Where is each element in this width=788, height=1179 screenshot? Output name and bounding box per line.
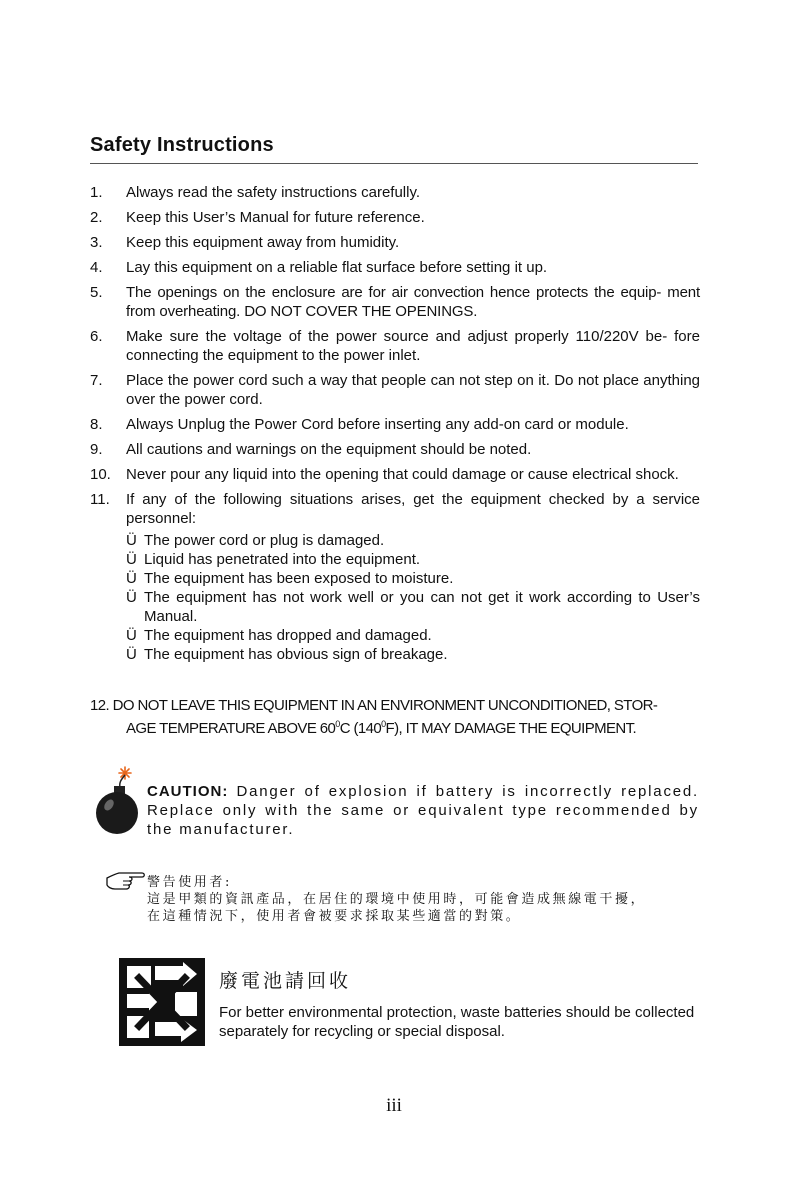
condition-sublist	[126, 531, 700, 664]
item-text: Keep this User’s Manual for future reference.	[126, 209, 425, 226]
list-item	[90, 371, 700, 409]
item-number: 5.	[90, 284, 103, 301]
item-text: Lay this equipment on a reliable flat surface before setting it up.	[126, 259, 548, 276]
bullet-mark: Ü	[126, 551, 137, 568]
caution-label: CAUTION:	[147, 783, 229, 800]
sublist-item	[126, 550, 700, 569]
item12-line1: 12. DO NOT LEAVE THIS EQUIPMENT IN AN ENVIRONMENT UNCONDITIONED, STOR-	[90, 697, 658, 714]
degree-mark: 0	[335, 719, 340, 729]
item-number: 8.	[90, 416, 103, 433]
item-number: 4.	[90, 259, 103, 276]
recycle-text: For better environmental protection, waste batteries should be collected separately for recycling or special disposal.	[219, 1004, 695, 1040]
list-item	[90, 490, 700, 528]
item-text: Always Unplug the Power Cord before inserting any add-on card or module.	[126, 416, 629, 433]
sublist-text: Liquid has penetrated into the equipment.	[144, 551, 421, 568]
item-text: The openings on the enclosure are for air convection hence protects the equip- ment from overheating. DO NOT COVER THE OPENINGS.	[126, 284, 700, 320]
sublist-text: The equipment has obvious sign of breakage.	[144, 646, 448, 663]
item-text: Keep this equipment away from humidity.	[126, 234, 400, 251]
title-divider	[90, 163, 698, 164]
item-text: If any of the following situations arises, get the equipment checked by a service personnel:	[126, 491, 700, 527]
item12-line2: AGE TEMPERATURE ABOVE $60^0C$ $(140^0F)$, IT MAY DAMAGE THE EQUIPMENT.	[126, 719, 637, 737]
list-item	[90, 415, 700, 434]
list-item	[90, 258, 700, 277]
warning-line: 這是甲類的資訊產品，在居住的環境中使用時，可能會造成無線電干擾，	[147, 892, 647, 907]
list-item	[90, 183, 700, 202]
storage-temperature-warning	[90, 696, 700, 738]
item-text: All cautions and warnings on the equipment should be noted.	[126, 441, 532, 458]
degree-mark: 0	[381, 719, 386, 729]
item-number: 3.	[90, 234, 103, 251]
caution-note	[147, 782, 699, 839]
bullet-mark: Ü	[126, 646, 137, 663]
pointing-hand-icon	[105, 869, 145, 893]
bullet-mark: Ü	[126, 589, 137, 606]
list-item	[90, 283, 700, 321]
list-item	[90, 440, 700, 459]
page-number: iii	[386, 1095, 402, 1116]
sublist-text: The equipment has been exposed to moisture.	[144, 570, 454, 587]
item-number: 2.	[90, 209, 103, 226]
bullet-mark: Ü	[126, 532, 137, 549]
item-text: Make sure the voltage of the power source and adjust properly 110/220V be- fore connecting the equipment to the power inlet.	[126, 328, 700, 364]
item-number: 9.	[90, 441, 103, 458]
sublist-item	[126, 645, 700, 664]
warning-title: 警告使用者:	[147, 875, 232, 890]
item-number: 1.	[90, 184, 103, 201]
page-title: Safety Instructions	[90, 134, 274, 156]
list-item	[90, 208, 700, 227]
emi-warning-chinese	[147, 874, 707, 925]
list-item	[90, 233, 700, 252]
sublist-item	[126, 569, 700, 588]
item-text: Always read the safety instructions carefully.	[126, 184, 421, 201]
battery-recycle-logo	[119, 958, 205, 1046]
list-item	[90, 327, 700, 365]
item-number: 11.	[90, 491, 110, 508]
warning-line: 在這種情況下，使用者會被要求採取某些適當的對策。	[147, 909, 522, 924]
sublist-text: The power cord or plug is damaged.	[144, 532, 385, 549]
safety-list	[90, 183, 700, 664]
bullet-mark: Ü	[126, 570, 137, 587]
bomb-icon	[94, 766, 140, 836]
bullet-mark: Ü	[126, 627, 137, 644]
recycle-title-chinese: 廢電池請回收	[219, 970, 352, 992]
item-number: 7.	[90, 372, 103, 389]
item-text: Never pour any liquid into the opening that could damage or cause electrical shock.	[126, 466, 679, 483]
item-number: 10.	[90, 466, 111, 483]
sublist-text: The equipment has dropped and damaged.	[144, 627, 432, 644]
caution-text: Danger of explosion if battery is incorrectly replaced. Replace only with the same or equivalent type recommended by the manufacturer.	[147, 783, 699, 838]
sublist-item	[126, 588, 700, 626]
item-text: Place the power cord such a way that people can not step on it. Do not place anything over the power cord.	[126, 372, 700, 408]
sublist-item	[126, 531, 700, 550]
sublist-item	[126, 626, 700, 645]
sublist-text: The equipment has not work well or you can not get it work according to User’s Manual.	[144, 589, 700, 625]
list-item	[90, 465, 700, 484]
item-number: 6.	[90, 328, 103, 345]
